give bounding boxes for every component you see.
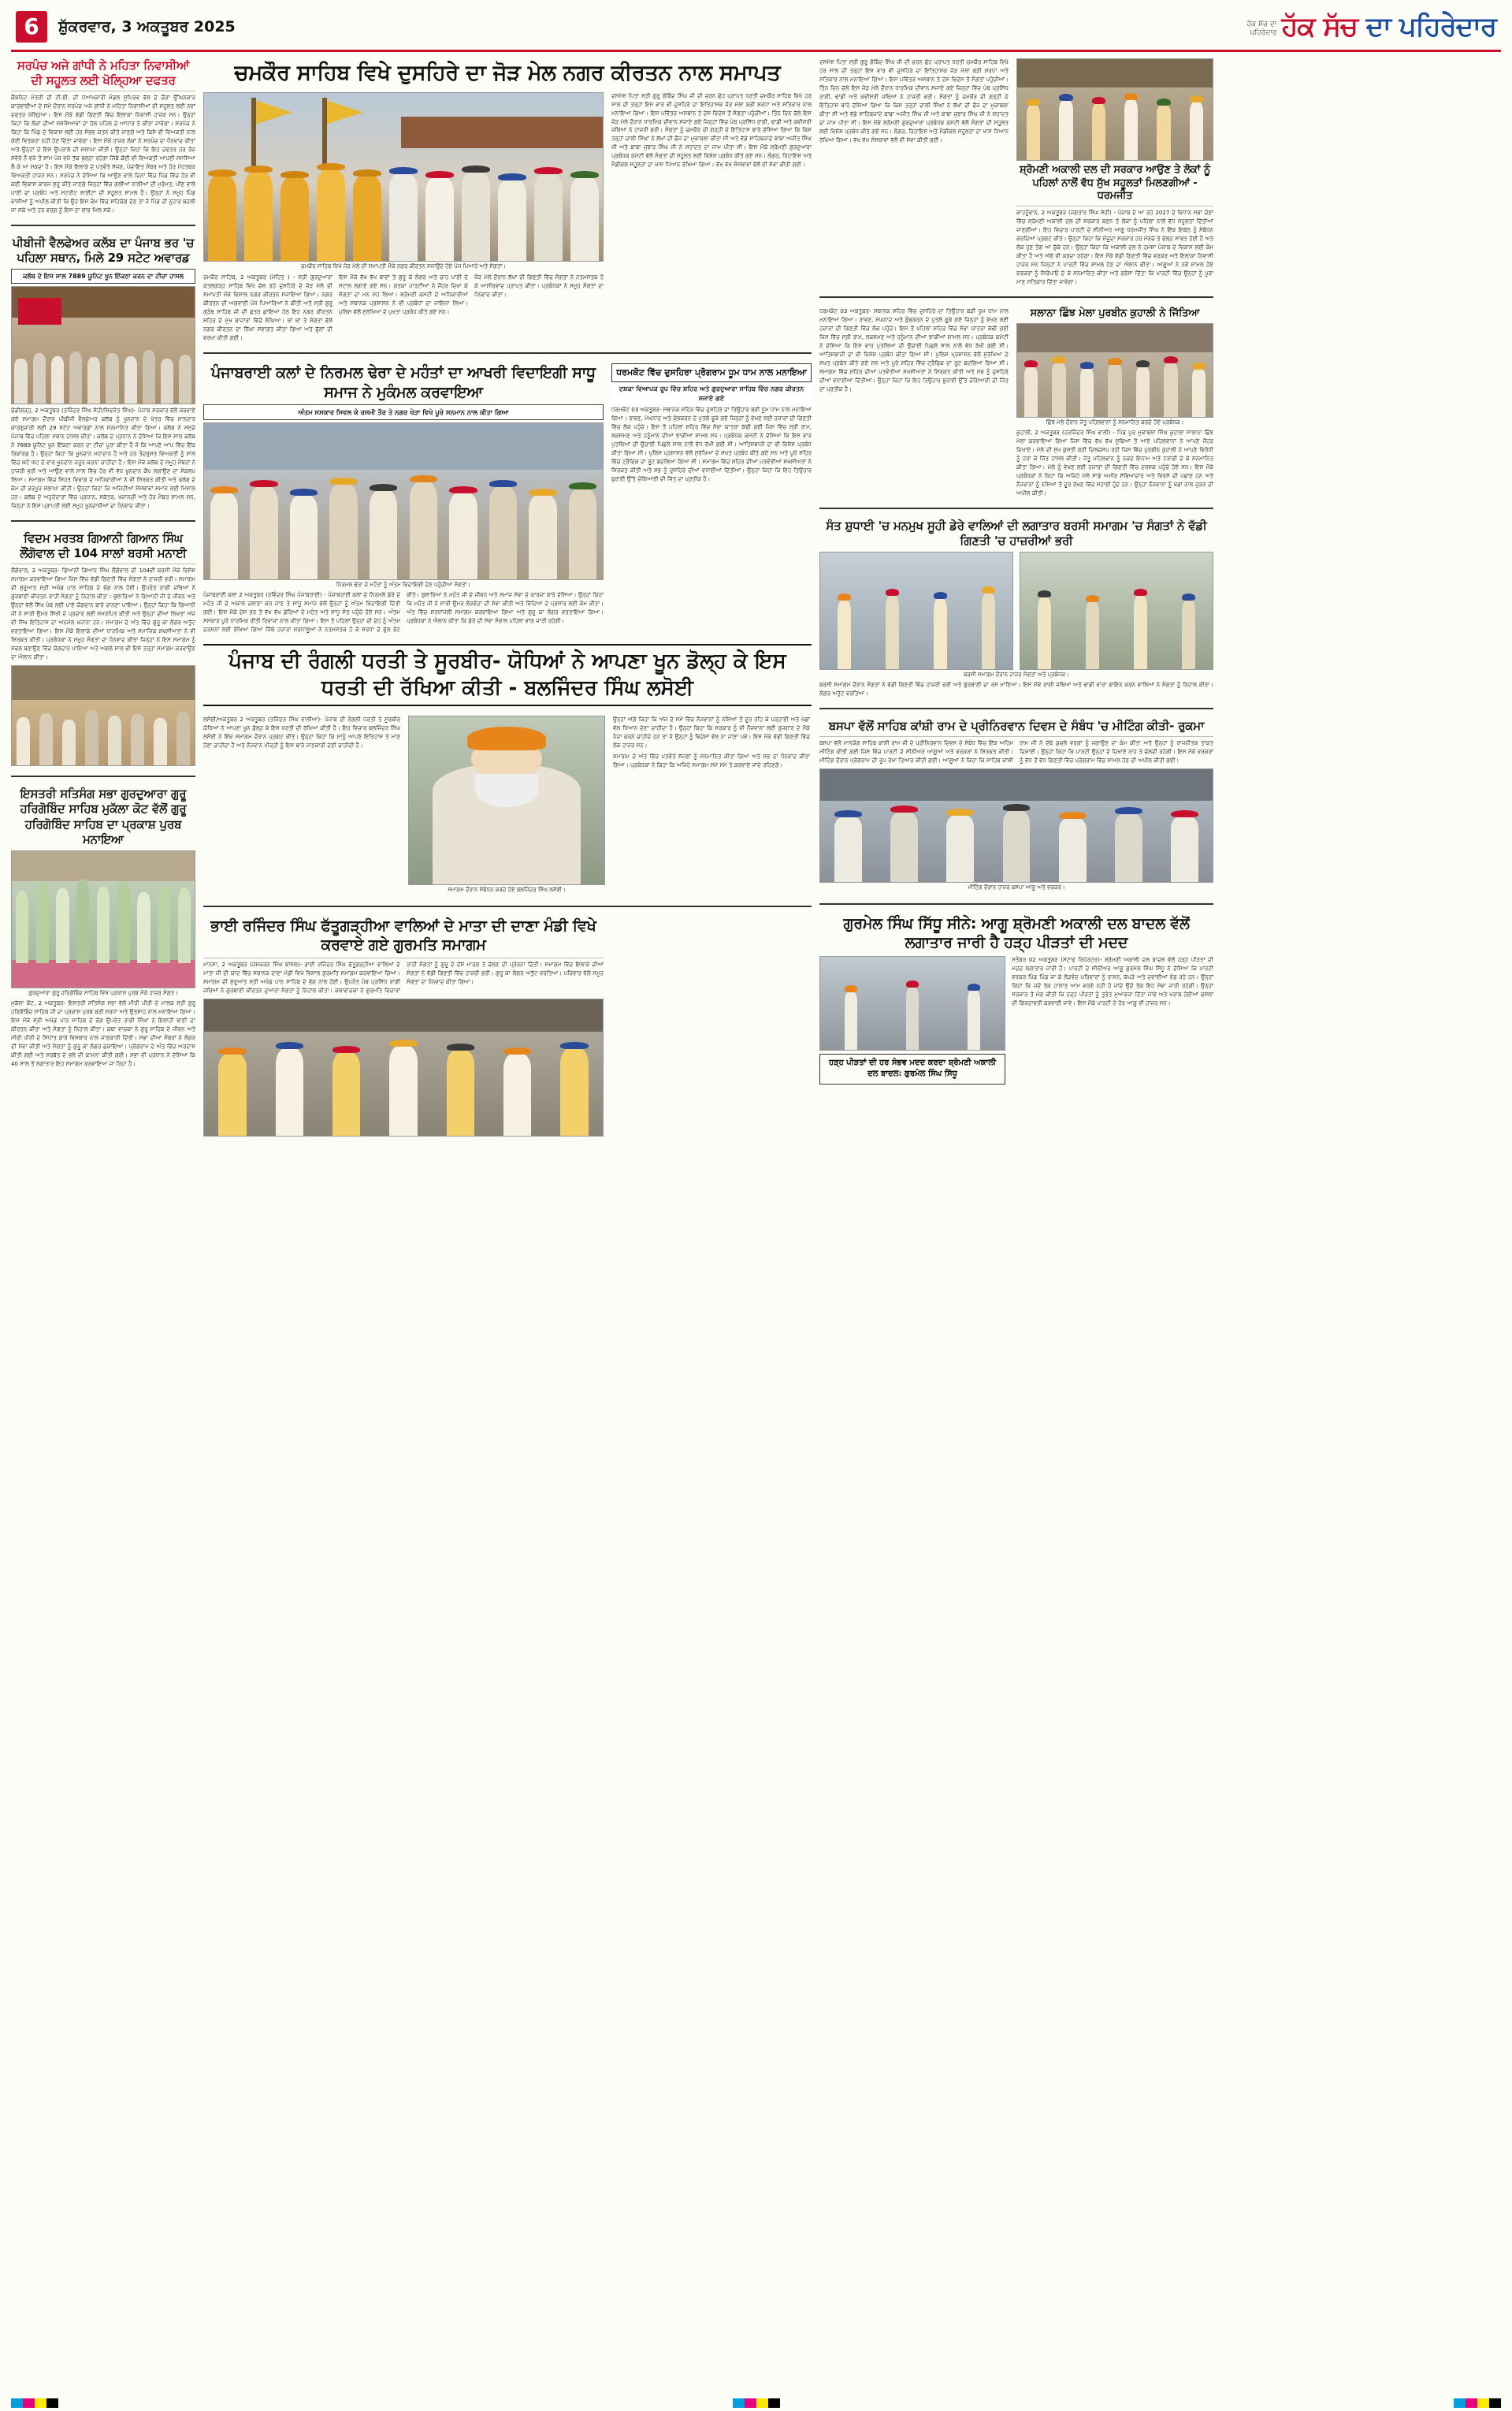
right-block: [819, 58, 1213, 1137]
article-15-headline: ਗੁਰਮੇਲ ਸਿੰਘ ਸਿੱਧੂ ਸੀਨੇ: ਆਗੂ ਸ਼੍ਰੋਮਣੀ ਅਕਾਲੀ ਦਲ ਬਾਦਲ ਵੱਲੋਂ ਲਗਾਤਾਰ ਜਾਰੀ ਹੈ ਹੜ੍ਹ ਪੀੜਤਾਂ ਦੀ ਮਦਦ: [843, 915, 1190, 952]
article-10-photo: [203, 422, 604, 580]
article-14-body: ਮਾਨਸਾ, 2 ਅਕਤੂਬਰ (ਜਸਕਰਨ ਸਿੰਘ ਬਾਂਸਲ)- ਭਾਈ ਰਜਿੰਦਰ ਸਿੰਘ ਫੱਤੂਗੜ੍ਹੀਆ ਵਾਲਿਆਂ ਦੇ ਮਾਤਾ ਜੀ ਦੀ ਯਾਦ ਵਿੱਚ ਸਥਾਨਕ ਦਾਣਾ ਮੰਡੀ ਵਿਖੇ ਵਿਸ਼ਾਲ ਗੁਰਮਤਿ ਸਮਾਗਮ ਕਰਵਾਇਆ ਗਿਆ। ਸਮਾਗਮ ਦੀ ਸ਼ੁਰੂਆਤ ਸ੍ਰੀ ਅਖੰਡ ਪਾਠ ਸਾਹਿਬ ਦੇ ਭੋਗ ਨਾਲ ਹੋਈ। ਉਪਰੰਤ ਪੰਥ ਪ੍ਰਸਿੱਧ ਰਾਗੀ ਜਥਿਆਂ ਨੇ ਗੁਰਬਾਣੀ ਕੀਰਤਨ ਦੁਆਰਾ ਸੰਗਤਾਂ ਨੂੰ ਨਿਹਾਲ ਕੀਤਾ। ਕਥਾਵਾਚਕਾਂ ਨੇ ਗੁਰਮਤਿ ਵਿਚਾਰਾਂ ਰਾਹੀਂ ਸੰਗਤਾਂ ਨੂੰ ਗੁਰੂ ਦੇ ਦੱਸੇ ਮਾਰਗ ਤੇ ਚੱਲਣ ਦੀ ਪ੍ਰੇਰਨਾ ਦਿੱਤੀ। ਸਮਾਗਮ ਵਿੱਚ ਇਲਾਕੇ ਦੀਆਂ ਸੰਗਤਾਂ ਨੇ ਵੱਡੀ ਗਿਣਤੀ ਵਿੱਚ ਹਾਜ਼ਰੀ ਭਰੀ। ਗੁਰੂ ਕਾ ਲੰਗਰ ਅਤੁੱਟ ਵਰਤਿਆ। ਪਰਿਵਾਰ ਵੱਲੋਂ ਸਮੂਹ ਸੰਗਤਾਂ ਦਾ ਧੰਨਵਾਦ ਕੀਤਾ ਗਿਆ।: [203, 960, 604, 994]
column-1: [11, 58, 195, 1137]
article-1: [11, 58, 195, 215]
masthead-logo: [1246, 11, 1496, 43]
article-10-headline: ਪੰਜਾਬਰਾਈ ਕਲਾਂ ਦੇ ਨਿਰਮਲ ਢੇਰਾ ਦੇ ਮਹੰਤਾਂ ਦਾ ਆਖਰੀ ਵਿਦਾਇਗੀ ਸਾਧੂ ਸਮਾਜ ਨੇ ਮੁਕੰਮਲ ਕਰਵਾਇਆ: [211, 364, 596, 401]
article-9: [1016, 307, 1213, 498]
article-12-col3-text: ਸਮਾਗਮ ਦੇ ਅੰਤ ਵਿੱਚ ਪਤਵੰਤੇ ਸੱਜਣਾਂ ਨੂੰ ਸਨਮਾਨਿਤ ਕੀਤਾ ਗਿਆ ਅਤੇ ਸਭ ਦਾ ਧੰਨਵਾਦ ਕੀਤਾ ਗਿਆ। ਪ੍ਰਬੰਧਕਾਂ ਨੇ ਕਿਹਾ ਕਿ ਅਜਿਹੇ ਸਮਾਗਮ ਸਮੇਂ ਸਮੇਂ ਤੇ ਕਰਵਾਏ ਜਾਂਦੇ ਰਹਿਣਗੇ।: [613, 753, 810, 769]
article-4-body: ਮੁਕੱਲਾ ਕੋਟ, 2 ਅਕਤੂਬਰ- ਇਸਤਰੀ ਸਤਿਸੰਗ ਸਭਾ ਵੱਲੋਂ ਮੀਰੀ ਪੀਰੀ ਦੇ ਮਾਲਕ ਸ੍ਰੀ ਗੁਰੂ ਹਰਿਗੋਬਿੰਦ ਸਾਹਿਬ ਜੀ ਦਾ ਪ੍ਰਕਾਸ਼ ਪੁਰਬ ਬੜੀ ਸ਼ਰਧਾ ਅਤੇ ਉਤਸ਼ਾਹ ਨਾਲ ਮਨਾਇਆ ਗਿਆ। ਇਸ ਮੌਕੇ ਸ੍ਰੀ ਅਖੰਡ ਪਾਠ ਸਾਹਿਬ ਦੇ ਭੋਗ ਉਪਰੰਤ ਰਾਗੀ ਸਿੰਘਾਂ ਨੇ ਇਲਾਹੀ ਬਾਣੀ ਦਾ ਕੀਰਤਨ ਕੀਤਾ ਅਤੇ ਸੰਗਤਾਂ ਨੂੰ ਨਿਹਾਲ ਕੀਤਾ। ਕਥਾ ਵਾਚਕਾਂ ਨੇ ਗੁਰੂ ਸਾਹਿਬ ਦੇ ਜੀਵਨ ਅਤੇ ਮੀਰੀ ਪੀਰੀ ਦੇ ਸਿਧਾਂਤ ਬਾਰੇ ਵਿਸਥਾਰ ਨਾਲ ਜਾਣਕਾਰੀ ਦਿੱਤੀ। ਸਭਾ ਦੀਆਂ ਮੈਂਬਰਾਂ ਨੇ ਲੰਗਰ ਦੀ ਸੇਵਾ ਕੀਤੀ ਅਤੇ ਸੰਗਤਾਂ ਨੂੰ ਗੁਰੂ ਕਾ ਲੰਗਰ ਛਕਾਇਆ। ਪ੍ਰੋਗਰਾਮ ਦੇ ਅੰਤ ਵਿੱਚ ਅਰਦਾਸ ਕੀਤੀ ਗਈ ਅਤੇ ਸਰਬੱਤ ਦੇ ਭਲੇ ਦੀ ਕਾਮਨਾ ਕੀਤੀ ਗਈ। ਸਭਾ ਦੀ ਪ੍ਰਧਾਨ ਨੇ ਦੱਸਿਆ ਕਿ 40 ਸਾਲ ਤੋਂ ਲਗਾਤਾਰ ਇਹ ਸਮਾਗਮ ਕਰਵਾਇਆ ਜਾ ਰਿਹਾ ਹੈ।: [11, 999, 195, 1067]
article-7-photo: [1016, 58, 1213, 161]
registration-color-bars: [11, 2398, 1501, 2408]
article-12-col2-text: ਉਨ੍ਹਾਂ ਅੱਗੇ ਕਿਹਾ ਕਿ ਅੱਜ ਦੇ ਸਮੇਂ ਵਿੱਚ ਨੌਜਵਾਨਾਂ ਨੂੰ ਨਸ਼ਿਆਂ ਤੋਂ ਦੂਰ ਰਹਿ ਕੇ ਪੜ੍ਹਾਈ ਅਤੇ ਖੇਡਾਂ ਵੱਲ ਧਿਆਨ ਦੇਣਾ ਚਾਹੀਦਾ ਹੈ। ਉਨ੍ਹਾਂ ਕਿਹਾ ਕਿ ਸਰਕਾਰ ਨੂੰ ਵੀ ਨੌਜਵਾਨਾਂ ਲਈ ਰੁਜ਼ਗਾਰ ਦੇ ਮੌਕੇ ਪੈਦਾ ਕਰਨੇ ਚਾਹੀਦੇ ਹਨ ਤਾਂ ਜੋ ਉਨ੍ਹਾਂ ਨੂੰ ਵਿਦੇਸ਼ਾਂ ਵੱਲ ਨਾ ਜਾਣਾ ਪਵੇ। ਇਸ ਮੌਕੇ ਵੱਡੀ ਗਿਣਤੀ ਵਿੱਚ ਲੋਕ ਹਾਜ਼ਰ ਸਨ।: [613, 716, 810, 750]
article-13-photo: [819, 768, 1213, 883]
article-4-photo: [11, 850, 195, 988]
article-2-photo: [11, 286, 195, 404]
article-14-photo: [203, 999, 604, 1137]
article-2: [11, 236, 195, 511]
article-5-col3: ਜੋੜ ਮੇਲੇ ਦੌਰਾਨ ਲੱਖਾਂ ਦੀ ਗਿਣਤੀ ਵਿੱਚ ਸੰਗਤਾਂ ਨੇ ਨਤਮਸਤਕ ਹੋ ਕੇ ਆਸ਼ੀਰਵਾਦ ਪ੍ਰਾਪਤ ਕੀਤਾ। ਪ੍ਰਬੰਧਕਾਂ ਨੇ ਸਮੂਹ ਸੰਗਤਾਂ ਦਾ ਧੰਨਵਾਦ ਕੀਤਾ।: [474, 273, 604, 299]
article-14: [203, 917, 604, 1137]
article-5-col2: ਇਸ ਮੌਕੇ ਵੱਖ ਵੱਖ ਥਾਵਾਂ ਤੇ ਗੁਰੂ ਕੇ ਲੰਗਰ ਅਤੇ ਚਾਹ ਪਾਣੀ ਦੇ ਸਟਾਲ ਲਗਾਏ ਗਏ ਸਨ। ਗਤਕਾ ਪਾਰਟੀਆਂ ਨੇ ਜੌਹਰ ਦਿਖਾ ਕੇ ਸੰਗਤਾਂ ਦਾ ਮਨ ਮੋਹ ਲਿਆ। ਸ਼੍ਰੋਮਣੀ ਕਮੇਟੀ ਦੇ ਅਧਿਕਾਰੀਆਂ ਅਤੇ ਸਥਾਨਕ ਪ੍ਰਸ਼ਾਸਨ ਨੇ ਵੀ ਪ੍ਰਬੰਧਾਂ ਦਾ ਜਾਇਜ਼ਾ ਲਿਆ। ਪੁਲਿਸ ਵੱਲੋਂ ਸੁਰੱਖਿਆ ਦੇ ਪੁਖਤਾ ਪ੍ਰਬੰਧ ਕੀਤੇ ਗਏ ਸਨ।: [339, 273, 468, 316]
article-9-body: ਕੁਹਾਲੀ, 2 ਅਕਤੂਬਰ (ਹਰਜਿੰਦਰ ਸਿੰਘ ਵਾਲੀ) - ਪਿੰਡ ਪੁਰ ਮੁਕਾਬਲਾ ਸਿੰਘ ਕੁਹਾਲਾ ਸਾਲਾਨਾ ਛਿੰਝ ਮੇਲਾ ਕਰਵਾਇਆ ਗਿਆ ਜਿਸ ਵਿੱਚ ਵੱਖ ਵੱਖ ਸੂਬਿਆਂ ਤੋਂ ਆਏ ਪਹਿਲਵਾਨਾਂ ਨੇ ਆਪਣੇ ਜੌਹਰ ਦਿਖਾਏ। ਮੇਲੇ ਦੀ ਮੁੱਖ ਕੁਸ਼ਤੀ ਬੜੀ ਦਿਲਚਸਪ ਰਹੀ ਜਿਸ ਵਿੱਚ ਪੁਰਬੀਨ ਕੁਹਾਲੀ ਨੇ ਆਪਣੇ ਵਿਰੋਧੀ ਨੂੰ ਹਰਾ ਕੇ ਜਿੱਤ ਹਾਸਲ ਕੀਤੀ। ਜੇਤੂ ਪਹਿਲਵਾਨ ਨੂੰ ਨਕਦ ਇਨਾਮ ਅਤੇ ਟਰਾਫੀ ਦੇ ਕੇ ਸਨਮਾਨਿਤ ਕੀਤਾ ਗਿਆ। ਮੇਲੇ ਨੂੰ ਵੇਖਣ ਲਈ ਹਜ਼ਾਰਾਂ ਦੀ ਗਿਣਤੀ ਵਿੱਚ ਦਰਸ਼ਕ ਪਹੁੰਚੇ ਹੋਏ ਸਨ। ਇਸ ਮੌਕੇ ਪ੍ਰਬੰਧਕਾਂ ਨੇ ਕਿਹਾ ਕਿ ਅਜਿਹੇ ਮੇਲੇ ਸਾਡੇ ਅਮੀਰ ਸੱਭਿਆਚਾਰ ਅਤੇ ਵਿਰਸੇ ਦੀ ਪਛਾਣ ਹਨ ਅਤੇ ਨੌਜਵਾਨਾਂ ਨੂੰ ਨਸ਼ਿਆਂ ਤੋਂ ਦੂਰ ਰੱਖਣ ਵਿੱਚ ਸਹਾਈ ਹੁੰਦੇ ਹਨ। ਉਨ੍ਹਾਂ ਨੌਜਵਾਨਾਂ ਨੂੰ ਖੇਡਾਂ ਨਾਲ ਜੁੜਨ ਦੀ ਅਪੀਲ ਕੀਤੀ।: [1016, 429, 1213, 497]
article-4: [11, 787, 195, 1068]
article-12-row: [203, 716, 812, 896]
article-11-headline: ਸੰਤ ਸ਼ੁਧਾਈ 'ਚ ਮਨਮੁਖ ਸੂਹੀ ਡੇਰੇ ਵਾਲਿਆਂ ਦੀ ਲਗਾਤਾਰ ਬਰਸੀ ਸਮਾਗਮ 'ਚ ਸੰਗਤਾਂ ਨੇ ਵੱਡੀ ਗਿਣਤੀ 'ਚ ਹਾਜ਼ਰੀਆਂ ਭਰੀ: [826, 519, 1207, 549]
article-6-side-text: ਦਸਮੇਸ਼ ਪਿਤਾ ਸ੍ਰੀ ਗੁਰੂ ਗੋਬਿੰਦ ਸਿੰਘ ਜੀ ਦੀ ਚਰਨ ਛੋਹ ਪ੍ਰਾਪਤ ਧਰਤੀ ਚਮਕੌਰ ਸਾਹਿਬ ਵਿਖੇ ਹਰ ਸਾਲ ਦੀ ਤਰ੍ਹਾਂ ਇਸ ਵਾਰ ਵੀ ਦੁਸਹਿਰੇ ਦਾ ਇਤਿਹਾਸਕ ਜੋੜ ਮੇਲਾ ਬੜੀ ਸ਼ਰਧਾ ਅਤੇ ਸਤਿਕਾਰ ਨਾਲ ਮਨਾਇਆ ਗਿਆ। ਇਸ ਪਵਿੱਤਰ ਅਸਥਾਨ ਤੇ ਦੇਸ਼ ਵਿਦੇਸ਼ ਤੋਂ ਸੰਗਤਾਂ ਪਹੁੰਚੀਆਂ। ਤਿੰਨ ਦਿਨ ਚੱਲੇ ਇਸ ਜੋੜ ਮੇਲੇ ਦੌਰਾਨ ਧਾਰਮਿਕ ਦੀਵਾਨ ਸਜਾਏ ਗਏ ਜਿਨ੍ਹਾਂ ਵਿੱਚ ਪੰਥ ਪ੍ਰਸਿੱਧ ਰਾਗੀ, ਢਾਡੀ ਅਤੇ ਕਵੀਸ਼ਰੀ ਜਥਿਆਂ ਨੇ ਹਾਜ਼ਰੀ ਭਰੀ। ਸੰਗਤਾਂ ਨੂੰ ਚਮਕੌਰ ਦੀ ਗੜ੍ਹੀ ਦੇ ਇਤਿਹਾਸ ਬਾਰੇ ਦੱਸਿਆ ਗਿਆ ਕਿ ਕਿਸ ਤਰ੍ਹਾਂ ਚਾਲੀ ਸਿੰਘਾਂ ਨੇ ਲੱਖਾਂ ਦੀ ਫੌਜ ਦਾ ਮੁਕਾਬਲਾ ਕੀਤਾ ਸੀ ਅਤੇ ਵੱਡੇ ਸਾਹਿਬਜ਼ਾਦੇ ਬਾਬਾ ਅਜੀਤ ਸਿੰਘ ਜੀ ਅਤੇ ਬਾਬਾ ਜੁਝਾਰ ਸਿੰਘ ਜੀ ਨੇ ਸ਼ਹਾਦਤ ਦਾ ਜਾਮ ਪੀਤਾ ਸੀ। ਇਸ ਮੌਕੇ ਸ਼੍ਰੋਮਣੀ ਗੁਰਦੁਆਰਾ ਪ੍ਰਬੰਧਕ ਕਮੇਟੀ ਵੱਲੋਂ ਸੰਗਤਾਂ ਦੀ ਸਹੂਲਤ ਲਈ ਵਿਸ਼ੇਸ਼ ਪ੍ਰਬੰਧ ਕੀਤੇ ਗਏ ਸਨ। ਲੰਗਰ, ਰਿਹਾਇਸ਼ ਅਤੇ ਮੈਡੀਕਲ ਸਹੂਲਤਾਂ ਦਾ ਖਾਸ ਧਿਆਨ ਰੱਖਿਆ ਗਿਆ। ਵੱਖ ਵੱਖ ਸੰਸਥਾਵਾਂ ਵੱਲੋਂ ਵੀ ਸੇਵਾ ਕੀਤੀ ਗਈ।: [819, 58, 1009, 143]
article-3-headline: ਵਿਦਮ ਮਰਤਬ ਗਿਆਨੀ ਗਿਆਨ ਸਿੰਘ ਲੌਂਗੋਵਾਲ ਦੀ 104 ਸਾਲਾਂ ਬਰਸੀ ਮਨਾਈ: [20, 530, 187, 561]
article-7: [1016, 58, 1213, 287]
article-12-photo: [408, 716, 605, 885]
logo-tagline: ਹੱਕ ਸੱਚ ਦਾ ਪਹਿਰੇਦਾਰ: [1246, 20, 1277, 37]
article-1-headline: ਸਰਪੰਚ ਅਜੇ ਗਾਂਧੀ ਨੇ ਮਹਿਤਾ ਨਿਵਾਸੀਆਂ ਦੀ ਸਹੂਲਤ ਲਈ ਖੋਲ੍ਹਿਆ ਦਫਤਰ: [17, 58, 190, 88]
publication-logo: [1281, 11, 1496, 43]
article-5-photo-wrap: [203, 92, 604, 344]
article-14-headline: ਭਾਈ ਰਜਿੰਦਰ ਸਿੰਘ ਫੱਤੂਗੜ੍ਹੀਆ ਵਾਲਿਆਂ ਦੇ ਮਾਤਾ ਦੀ ਦਾਣਾ ਮੰਡੀ ਵਿਖੇ ਕਰਵਾਏ ਗਏ ਗੁਰਮਤਿ ਸਮਾਗਮ: [210, 917, 596, 954]
color-bar-left: [11, 2398, 58, 2408]
article-13: [819, 719, 1213, 894]
article-3-body: ਲੌਂਗੋਵਾਲ, 2 ਅਕਤੂਬਰ- ਗਿਆਨੀ ਗਿਆਨ ਸਿੰਘ ਲੌਂਗੋਵਾਲ ਦੀ 104ਵੀਂ ਬਰਸੀ ਮੌਕੇ ਵਿਸ਼ੇਸ਼ ਸਮਾਗਮ ਕਰਵਾਇਆ ਗਿਆ ਜਿਸ ਵਿੱਚ ਵੱਡੀ ਗਿਣਤੀ ਵਿੱਚ ਸੰਗਤਾਂ ਨੇ ਹਾਜ਼ਰੀ ਭਰੀ। ਸਮਾਗਮ ਦੀ ਸ਼ੁਰੂਆਤ ਸ੍ਰੀ ਅਖੰਡ ਪਾਠ ਸਾਹਿਬ ਦੇ ਭੋਗ ਨਾਲ ਹੋਈ। ਉਪਰੰਤ ਰਾਗੀ ਜਥਿਆਂ ਨੇ ਗੁਰਬਾਣੀ ਕੀਰਤਨ ਰਾਹੀਂ ਸੰਗਤਾਂ ਨੂੰ ਨਿਹਾਲ ਕੀਤਾ। ਬੁਲਾਰਿਆਂ ਨੇ ਗਿਆਨੀ ਜੀ ਦੇ ਜੀਵਨ ਅਤੇ ਉਨ੍ਹਾਂ ਵੱਲੋਂ ਸਿੱਖ ਪੰਥ ਲਈ ਪਾਏ ਯੋਗਦਾਨ ਬਾਰੇ ਚਾਨਣਾ ਪਾਇਆ। ਉਨ੍ਹਾਂ ਕਿਹਾ ਕਿ ਗਿਆਨੀ ਜੀ ਨੇ ਸਾਰੀ ਉਮਰ ਸਿੱਖੀ ਦੇ ਪ੍ਰਚਾਰ ਲਈ ਸਮਰਪਿਤ ਕੀਤੀ ਅਤੇ ਉਨ੍ਹਾਂ ਦੀਆਂ ਲਿਖਤਾਂ ਅੱਜ ਵੀ ਸਿੱਖ ਇਤਿਹਾਸ ਦਾ ਅਨਮੋਲ ਖਜ਼ਾਨਾ ਹਨ। ਸਮਾਗਮ ਦੇ ਅੰਤ ਵਿੱਚ ਗੁਰੂ ਕਾ ਲੰਗਰ ਅਤੁੱਟ ਵਰਤਾਇਆ ਗਿਆ। ਇਸ ਮੌਕੇ ਇਲਾਕੇ ਦੀਆਂ ਧਾਰਮਿਕ ਅਤੇ ਸਮਾਜਿਕ ਸ਼ਖਸੀਅਤਾਂ ਨੇ ਵੀ ਸ਼ਿਰਕਤ ਕੀਤੀ। ਪ੍ਰਬੰਧਕਾਂ ਨੇ ਸਮੂਹ ਸੰਗਤਾਂ ਦਾ ਧੰਨਵਾਦ ਕੀਤਾ ਜਿਨ੍ਹਾਂ ਨੇ ਇਸ ਸਮਾਗਮ ਨੂੰ ਸਫਲ ਬਣਾਉਣ ਵਿੱਚ ਯੋਗਦਾਨ ਪਾਇਆ ਅਤੇ ਅਗਲੇ ਸਾਲ ਵੀ ਇਸੇ ਤਰ੍ਹਾਂ ਸਮਾਗਮ ਕਰਵਾਉਣ ਦਾ ਐਲਾਨ ਕੀਤਾ।: [11, 567, 195, 661]
article-11-photo-a: [819, 552, 1013, 670]
article-11-photo-b: [1020, 552, 1213, 670]
article-12-headline: ਪੰਜਾਬ ਦੀ ਰੰਗਲੀ ਧਰਤੀ ਤੇ ਸੂਰਬੀਰ- ਯੋਧਿਆਂ ਨੇ ਆਪਣਾ ਖੂਨ ਡੋਲ੍ਹ ਕੇ ਇਸ ਧਰਤੀ ਦੀ ਰੱਖਿਆ ਕੀਤੀ - ਬਲਜਿੰਦਰ ਸਿੰਘ ਲਸੋਈ: [228, 649, 786, 700]
article-12-col3: [613, 716, 810, 896]
article-12-caption: ਸਮਾਗਮ ਦੌਰਾਨ ਸੰਬੋਧਨ ਕਰਦੇ ਹੋਏ ਬਲਜਿੰਦਰ ਸਿੰਘ ਲਸੋਈ।: [448, 887, 566, 894]
article-12: [203, 644, 812, 707]
logo-part-two: ਦਾ ਪਹਿਰੇਦਾਰ: [1365, 10, 1496, 43]
article-5-col1: ਚਮਕੌਰ ਸਾਹਿਬ, 2 ਅਕਤੂਬਰ (ਮੋਹਿਤ ) - ਸ੍ਰੀ ਗੁਰਦੁਆਰਾ ਕਤਲਗੜ੍ਹ ਸਾਹਿਬ ਵਿਖੇ ਚੱਲ ਰਹੇ ਦੁਸਹਿਰੇ ਦੇ ਜੋੜ ਮੇਲੇ ਦੀ ਸਮਾਪਤੀ ਮੌਕੇ ਵਿਸ਼ਾਲ ਨਗਰ ਕੀਰਤਨ ਸਜਾਇਆ ਗਿਆ। ਨਗਰ ਕੀਰਤਨ ਦੀ ਅਗਵਾਈ ਪੰਜ ਪਿਆਰਿਆਂ ਨੇ ਕੀਤੀ ਅਤੇ ਸ੍ਰੀ ਗੁਰੂ ਗ੍ਰੰਥ ਸਾਹਿਬ ਜੀ ਦੀ ਛਤਰ ਛਾਇਆ ਹੇਠ ਇਹ ਨਗਰ ਕੀਰਤਨ ਸ਼ਹਿਰ ਦੇ ਮੁੱਖ ਬਾਜ਼ਾਰਾਂ ਵਿੱਚੋਂ ਲੰਘਿਆ। ਥਾਂ ਥਾਂ ਤੇ ਸੰਗਤਾਂ ਵੱਲੋਂ ਨਗਰ ਕੀਰਤਨ ਦਾ ਨਿੱਘਾ ਸਵਾਗਤ ਕੀਤਾ ਗਿਆ ਅਤੇ ਫੁੱਲਾਂ ਦੀ ਵਰਖਾ ਕੀਤੀ ਗਈ।: [203, 273, 332, 342]
color-bar-center: [733, 2398, 780, 2408]
article-5-headline: ਚਮਕੌਰ ਸਾਹਿਬ ਵਿਖੇ ਦੁਸਹਿਰੇ ਦਾ ਜੋੜ ਮੇਲ ਨਗਰ ਕੀਰਤਨ ਨਾਲ ਸਮਾਪਤ: [234, 61, 781, 85]
article-5: [203, 58, 812, 343]
article-7-headline: ਸ਼੍ਰੋਮਣੀ ਅਕਾਲੀ ਦਲ ਦੀ ਸਰਕਾਰ ਆਉਣ ਤੇ ਲੋਕਾਂ ਨੂੰ ਪਹਿਲਾਂ ਨਾਲੋਂ ਵੱਧ ਸੁੱਖ ਸਹੂਲਤਾਂ ਮਿਲਣਗੀਆਂ - ਧਰਮਜੀਤ: [1020, 164, 1210, 203]
article-13-body: ਬਸਪਾ ਵੱਲੋਂ ਮਾਨਯੋਗ ਸਾਹਿਬ ਕਾਂਸ਼ੀ ਰਾਮ ਜੀ ਦੇ ਪ੍ਰੀਨਿਰਵਾਨ ਦਿਵਸ ਦੇ ਸੰਬੰਧ ਵਿੱਚ ਇੱਕ ਅਹਿਮ ਮੀਟਿੰਗ ਕੀਤੀ ਗਈ ਜਿਸ ਵਿੱਚ ਪਾਰਟੀ ਦੇ ਸੀਨੀਅਰ ਆਗੂਆਂ ਅਤੇ ਵਰਕਰਾਂ ਨੇ ਸ਼ਿਰਕਤ ਕੀਤੀ। ਮੀਟਿੰਗ ਦੌਰਾਨ ਪ੍ਰੋਗਰਾਮ ਦੀ ਰੂਪ ਰੇਖਾ ਤਿਆਰ ਕੀਤੀ ਗਈ। ਆਗੂਆਂ ਨੇ ਕਿਹਾ ਕਿ ਸਾਹਿਬ ਕਾਂਸ਼ੀ ਰਾਮ ਜੀ ਨੇ ਦੱਬੇ ਕੁਚਲੇ ਵਰਗਾਂ ਨੂੰ ਜਗਾਉਣ ਦਾ ਕੰਮ ਕੀਤਾ ਅਤੇ ਉਨ੍ਹਾਂ ਨੂੰ ਰਾਜਨੀਤਕ ਤਾਕਤ ਦਿਵਾਈ। ਉਨ੍ਹਾਂ ਕਿਹਾ ਕਿ ਪਾਰਟੀ ਉਨ੍ਹਾਂ ਦੇ ਦਿਖਾਏ ਰਾਹ ਤੇ ਚੱਲਦੀ ਰਹੇਗੀ। ਇਸ ਮੌਕੇ ਵਰਕਰਾਂ ਨੂੰ ਵੱਧ ਤੋਂ ਵੱਧ ਗਿਣਤੀ ਵਿੱਚ ਪ੍ਰੋਗਰਾਮ ਵਿੱਚ ਸ਼ਾਮਲ ਹੋਣ ਦੀ ਅਪੀਲ ਕੀਤੀ ਗਈ।: [819, 739, 1213, 765]
article-8-body: ਧਰਮਕੋਟ 03 ਅਕਤੂਬਰ- ਸਥਾਨਕ ਸ਼ਹਿਰ ਵਿੱਚ ਦੁਸਹਿਰੇ ਦਾ ਤਿਉਹਾਰ ਬੜੀ ਧੂਮ ਧਾਮ ਨਾਲ ਮਨਾਇਆ ਗਿਆ। ਰਾਵਣ, ਮੇਘਨਾਦ ਅਤੇ ਕੁੰਭਕਰਨ ਦੇ ਪੁਤਲੇ ਫੂਕੇ ਗਏ ਜਿਨ੍ਹਾਂ ਨੂੰ ਵੇਖਣ ਲਈ ਹਜ਼ਾਰਾਂ ਦੀ ਗਿਣਤੀ ਵਿੱਚ ਲੋਕ ਪਹੁੰਚੇ। ਇਸ ਤੋਂ ਪਹਿਲਾਂ ਸ਼ਹਿਰ ਵਿੱਚ ਸ਼ੋਭਾ ਯਾਤਰਾ ਕੱਢੀ ਗਈ ਜਿਸ ਵਿੱਚ ਸ੍ਰੀ ਰਾਮ, ਲਕਸ਼ਮਣ ਅਤੇ ਹਨੂੰਮਾਨ ਦੀਆਂ ਝਾਕੀਆਂ ਸ਼ਾਮਲ ਸਨ। ਪ੍ਰਬੰਧਕ ਕਮੇਟੀ ਨੇ ਦੱਸਿਆ ਕਿ ਇਸ ਵਾਰ ਪੁਤਲਿਆਂ ਦੀ ਉਚਾਈ ਪਿਛਲੇ ਸਾਲ ਨਾਲੋਂ ਵੱਧ ਰੱਖੀ ਗਈ ਸੀ। ਆਤਿਸ਼ਬਾਜ਼ੀ ਦਾ ਵੀ ਵਿਸ਼ੇਸ਼ ਪ੍ਰਬੰਧ ਕੀਤਾ ਗਿਆ ਸੀ। ਪੁਲਿਸ ਪ੍ਰਸ਼ਾਸਨ ਵੱਲੋਂ ਸੁਰੱਖਿਆ ਦੇ ਸਖਤ ਪ੍ਰਬੰਧ ਕੀਤੇ ਗਏ ਸਨ ਅਤੇ ਪੂਰੇ ਸ਼ਹਿਰ ਵਿੱਚ ਟ੍ਰੈਫਿਕ ਦਾ ਰੂਟ ਬਦਲਿਆ ਗਿਆ ਸੀ। ਸਮਾਗਮ ਵਿੱਚ ਸ਼ਹਿਰ ਦੀਆਂ ਪਤਵੰਤੀਆਂ ਸ਼ਖਸੀਅਤਾਂ ਨੇ ਸ਼ਿਰਕਤ ਕੀਤੀ ਅਤੇ ਸਭ ਨੂੰ ਦੁਸਹਿਰੇ ਦੀਆਂ ਵਧਾਈਆਂ ਦਿੱਤੀਆਂ। ਉਨ੍ਹਾਂ ਕਿਹਾ ਕਿ ਇਹ ਤਿਉਹਾਰ ਬੁਰਾਈ ਉੱਤੇ ਚੰਗਿਆਈ ਦੀ ਜਿੱਤ ਦਾ ਪ੍ਰਤੀਕ ਹੈ।: [611, 405, 812, 482]
article-3: [11, 531, 195, 766]
mid-row: [203, 363, 812, 634]
article-4-caption: ਗੁਰਦੁਆਰਾ ਗੁਰੂ ਹਰਿਗੋਬਿੰਦ ਸਾਹਿਬ ਵਿਖੇ ਪ੍ਰਕਾਸ਼ ਪੁਰਬ ਮੌਕੇ ਹਾਜ਼ਰ ਸੰਗਤ।: [28, 989, 178, 996]
page-grid: [11, 58, 1501, 1137]
article-8-full: [819, 307, 1009, 498]
article-8-headline: ਧਰਮਕੋਟ ਵਿੱਚ ਦੁਸਹਿਰਾ ਪ੍ਰੋਗਰਾਮ ਧੂਮ ਧਾਮ ਨਾਲ ਮਨਾਇਆ: [611, 363, 812, 382]
article-15-caption: ਹੜ੍ਹ ਪੀੜਤਾਂ ਦੀ ਹਰ ਸੰਭਵ ਮਦਦ ਕਰਦਾ ਸ਼੍ਰੋਮਣੀ ਅਕਾਲੀ ਦਲ ਬਾਦਲ: ਗੁਰਮੇਲ ਸਿੰਘ ਸਿੱਧੂ: [819, 1054, 1005, 1085]
lead-story-block: [203, 58, 812, 1137]
article-10-body: ਪੰਜਾਬਰਾਈ ਕਲਾਂ 2 ਅਕਤੂਬਰ (ਰਵਿੰਦਰ ਸਿੰਘ ਪੰਜਾਬਰਾਈ) - ਪੰਜਾਬਰਾਈ ਕਲਾਂ ਦੇ ਨਿਰਮਲੇ ਡੇਰੇ ਦੇ ਮਹੰਤ ਜੀ ਦੇ ਅਕਾਲ ਚਲਾਣਾ ਕਰ ਜਾਣ ਤੇ ਸਾਧੂ ਸਮਾਜ ਵੱਲੋਂ ਉਨ੍ਹਾਂ ਨੂੰ ਅੰਤਮ ਵਿਦਾਇਗੀ ਦਿੱਤੀ ਗਈ। ਇਸ ਮੌਕੇ ਦੇਸ਼ ਭਰ ਤੋਂ ਵੱਖ ਵੱਖ ਡੇਰਿਆਂ ਦੇ ਮਹੰਤ ਅਤੇ ਸਾਧੂ ਸੰਤ ਪਹੁੰਚੇ ਹੋਏ ਸਨ। ਅੰਤਮ ਸਸਕਾਰ ਪੂਰੇ ਧਾਰਮਿਕ ਰੀਤੀ ਰਿਵਾਜਾਂ ਨਾਲ ਕੀਤਾ ਗਿਆ। ਇਸ ਤੋਂ ਪਹਿਲਾਂ ਉਨ੍ਹਾਂ ਦੀ ਦੇਹ ਨੂੰ ਅੰਤਮ ਦਰਸ਼ਨਾਂ ਲਈ ਰੱਖਿਆ ਗਿਆ ਜਿੱਥੇ ਹਜ਼ਾਰਾਂ ਸ਼ਰਧਾਲੂਆਂ ਨੇ ਨਤਮਸਤਕ ਹੋ ਕੇ ਸ਼ਰਧਾ ਦੇ ਫੁੱਲ ਭੇਟ ਕੀਤੇ। ਬੁਲਾਰਿਆਂ ਨੇ ਮਹੰਤ ਜੀ ਦੇ ਜੀਵਨ ਅਤੇ ਸਮਾਜ ਸੇਵਾ ਦੇ ਕਾਰਜਾਂ ਬਾਰੇ ਦੱਸਿਆ। ਉਨ੍ਹਾਂ ਕਿਹਾ ਕਿ ਮਹੰਤ ਜੀ ਨੇ ਸਾਰੀ ਉਮਰ ਲੋੜਵੰਦਾਂ ਦੀ ਸੇਵਾ ਕੀਤੀ ਅਤੇ ਵਿੱਦਿਆ ਦੇ ਪ੍ਰਸਾਰ ਲਈ ਕੰਮ ਕੀਤਾ। ਅੰਤ ਵਿੱਚ ਸ਼ਰਧਾਂਜਲੀ ਸਮਾਗਮ ਕਰਵਾਇਆ ਗਿਆ ਅਤੇ ਗੁਰੂ ਕਾ ਲੰਗਰ ਵਰਤਾਇਆ ਗਿਆ। ਪ੍ਰਬੰਧਕਾਂ ਨੇ ਐਲਾਨ ਕੀਤਾ ਕਿ ਡੇਰੇ ਦੀ ਸੇਵਾ ਸੰਭਾਲ ਪਹਿਲਾਂ ਵਾਂਗ ਜਾਰੀ ਰਹੇਗੀ।: [203, 590, 604, 633]
article-3-photo: [11, 665, 195, 766]
article-15: [819, 914, 1213, 1085]
right-top-row: [819, 58, 1213, 287]
article-11-caption: ਬਰਸੀ ਸਮਾਗਮ ਦੌਰਾਨ ਹਾਜ਼ਰ ਸੰਗਤਾਂ ਅਤੇ ਪ੍ਰਬੰਧਕ।: [964, 672, 1069, 679]
page-number: 6: [16, 11, 47, 43]
article-10-caption: ਨਿਰਮਲ ਢੇਰਾ ਦੇ ਮਹੰਤਾਂ ਨੂੰ ਅੰਤਮ ਵਿਦਾਇਗੀ ਦੇਣ ਪਹੁੰਚੀਆਂ ਸੰਗਤਾਂ।: [336, 582, 471, 589]
article-2-headline: ਪੀਬੀਜੀ ਵੈਲਫੇਅਰ ਕਲੱਬ ਦਾ ਪੰਜਾਬ ਭਰ 'ਚ ਪਹਿਲਾ ਸਥਾਨ, ਮਿਲੇ 29 ਸਟੇਟ ਅਵਾਰਡ: [12, 236, 195, 266]
article-13-caption: ਮੀਟਿੰਗ ਦੌਰਾਨ ਹਾਜ਼ਰ ਬਸਪਾ ਆਗੂ ਅਤੇ ਵਰਕਰ।: [968, 884, 1065, 891]
article-10-subhead: ਅੰਤਮ ਸਸਕਾਰ ਸਿਵਲ ਕੇ ਰਸਮੀ ਤੌਰ ਤੇ ਨਗਰ ਖੇੜਾ ਵਿਖੇ ਪੂਰੇ ਸਨਮਾਨ ਨਾਲ ਕੀਤਾ ਗਿਆ: [203, 404, 604, 420]
article-2-subhead: ਕਲੱਬ ਦੇ ਇਸ ਸਾਲ 7889 ਯੂਨਿਟ ਖੂਨ ਇੱਕਠਾ ਕਰਨ ਦਾ ਟੀਚਾ ਹਾਸਲ: [11, 269, 195, 285]
article-9-caption: ਛਿੰਝ ਮੇਲੇ ਦੌਰਾਨ ਜੇਤੂ ਪਹਿਲਵਾਨਾਂ ਨੂੰ ਸਨਮਾਨਿਤ ਕਰਦੇ ਹੋਏ ਪ੍ਰਬੰਧਕ।: [1046, 419, 1184, 426]
article-8: [611, 363, 812, 634]
article-2-body: ਚੰਡੀਗੜ੍ਹ, 2 ਅਕਤੂਬਰ (ਤਜਿੰਦਰ ਸਿੰਘ ਸੋਹੀ/ਸ਼ਿਵਜੋਤ ਸਿੰਘ)- ਪੰਜਾਬ ਸਰਕਾਰ ਵੱਲੋਂ ਕਰਵਾਏ ਗਏ ਸਮਾਗਮ ਦੌਰਾਨ ਪੀਬੀਜੀ ਵੈਲਫੇਅਰ ਕਲੱਬ ਨੂੰ ਖੂਨਦਾਨ ਦੇ ਖੇਤਰ ਵਿੱਚ ਸ਼ਾਨਦਾਰ ਕਾਰਗੁਜ਼ਾਰੀ ਲਈ 29 ਸਟੇਟ ਅਵਾਰਡਾਂ ਨਾਲ ਸਨਮਾਨਿਤ ਕੀਤਾ ਗਿਆ। ਕਲੱਬ ਨੇ ਸਮੁੱਚੇ ਪੰਜਾਬ ਵਿੱਚ ਪਹਿਲਾ ਸਥਾਨ ਹਾਸਲ ਕੀਤਾ। ਕਲੱਬ ਦੇ ਪ੍ਰਧਾਨ ਨੇ ਦੱਸਿਆ ਕਿ ਇਸ ਸਾਲ ਕਲੱਬ ਨੇ 7889 ਯੂਨਿਟ ਖੂਨ ਇੱਕਠਾ ਕਰਨ ਦਾ ਟੀਚਾ ਪੂਰਾ ਕੀਤਾ ਹੈ ਜੋ ਕਿ ਆਪਣੇ ਆਪ ਵਿੱਚ ਇੱਕ ਰਿਕਾਰਡ ਹੈ। ਉਨ੍ਹਾਂ ਕਿਹਾ ਕਿ ਖੂਨਦਾਨ ਮਹਾਦਾਨ ਹੈ ਅਤੇ ਹਰ ਤੰਦਰੁਸਤ ਵਿਅਕਤੀ ਨੂੰ ਸਾਲ ਵਿੱਚ ਘੱਟੋ ਘੱਟ ਦੋ ਵਾਰ ਖੂਨਦਾਨ ਜ਼ਰੂਰ ਕਰਨਾ ਚਾਹੀਦਾ ਹੈ। ਇਸ ਮੌਕੇ ਕਲੱਬ ਦੇ ਸਮੂਹ ਮੈਂਬਰਾਂ ਨੇ ਹਾਜ਼ਰੀ ਭਰੀ ਅਤੇ ਆਉਣ ਵਾਲੇ ਸਾਲ ਵਿੱਚ ਹੋਰ ਵੀ ਵੱਧ ਖੂਨਦਾਨ ਕੈਂਪ ਲਗਾਉਣ ਦਾ ਸੰਕਲਪ ਲਿਆ। ਸਮਾਗਮ ਵਿੱਚ ਸਿਹਤ ਵਿਭਾਗ ਦੇ ਅਧਿਕਾਰੀਆਂ ਨੇ ਵੀ ਸ਼ਿਰਕਤ ਕੀਤੀ ਅਤੇ ਕਲੱਬ ਦੇ ਕੰਮ ਦੀ ਭਰਪੂਰ ਸ਼ਲਾਘਾ ਕੀਤੀ। ਉਨ੍ਹਾਂ ਕਿਹਾ ਕਿ ਅਜਿਹੀਆਂ ਸੰਸਥਾਵਾਂ ਸਮਾਜ ਲਈ ਮਿਸਾਲ ਹਨ। ਕਲੱਬ ਦੇ ਅਹੁਦੇਦਾਰਾਂ ਵਿੱਚ ਪ੍ਰਧਾਨ, ਸਕੱਤਰ, ਖਜ਼ਾਨਚੀ ਅਤੇ ਹੋਰ ਮੈਂਬਰ ਸ਼ਾਮਲ ਸਨ, ਜਿਨ੍ਹਾਂ ਨੇ ਇਸ ਪ੍ਰਾਪਤੀ ਲਈ ਸਮੂਹ ਖੂਨਦਾਨੀਆਂ ਦਾ ਧੰਨਵਾਦ ਕੀਤਾ।: [11, 407, 195, 509]
article-15-photo: [819, 956, 1005, 1051]
article-5-photo: [203, 92, 604, 262]
article-11: [819, 519, 1213, 698]
publication-date: ਸ਼ੁੱਕਰਵਾਰ, 3 ਅਕਤੂਬਰ 2025: [58, 17, 236, 35]
article-6-body: ਦਸਮੇਸ਼ ਪਿਤਾ ਸ੍ਰੀ ਗੁਰੂ ਗੋਬਿੰਦ ਸਿੰਘ ਜੀ ਦੀ ਚਰਨ ਛੋਹ ਪ੍ਰਾਪਤ ਧਰਤੀ ਚਮਕੌਰ ਸਾਹਿਬ ਵਿਖੇ ਹਰ ਸਾਲ ਦੀ ਤਰ੍ਹਾਂ ਇਸ ਵਾਰ ਵੀ ਦੁਸਹਿਰੇ ਦਾ ਇਤਿਹਾਸਕ ਜੋੜ ਮੇਲਾ ਬੜੀ ਸ਼ਰਧਾ ਅਤੇ ਸਤਿਕਾਰ ਨਾਲ ਮਨਾਇਆ ਗਿਆ। ਇਸ ਪਵਿੱਤਰ ਅਸਥਾਨ ਤੇ ਦੇਸ਼ ਵਿਦੇਸ਼ ਤੋਂ ਸੰਗਤਾਂ ਪਹੁੰਚੀਆਂ। ਤਿੰਨ ਦਿਨ ਚੱਲੇ ਇਸ ਜੋੜ ਮੇਲੇ ਦੌਰਾਨ ਧਾਰਮਿਕ ਦੀਵਾਨ ਸਜਾਏ ਗਏ ਜਿਨ੍ਹਾਂ ਵਿੱਚ ਪੰਥ ਪ੍ਰਸਿੱਧ ਰਾਗੀ, ਢਾਡੀ ਅਤੇ ਕਵੀਸ਼ਰੀ ਜਥਿਆਂ ਨੇ ਹਾਜ਼ਰੀ ਭਰੀ। ਸੰਗਤਾਂ ਨੂੰ ਚਮਕੌਰ ਦੀ ਗੜ੍ਹੀ ਦੇ ਇਤਿਹਾਸ ਬਾਰੇ ਦੱਸਿਆ ਗਿਆ ਕਿ ਕਿਸ ਤਰ੍ਹਾਂ ਚਾਲੀ ਸਿੰਘਾਂ ਨੇ ਲੱਖਾਂ ਦੀ ਫੌਜ ਦਾ ਮੁਕਾਬਲਾ ਕੀਤਾ ਸੀ ਅਤੇ ਵੱਡੇ ਸਾਹਿਬਜ਼ਾਦੇ ਬਾਬਾ ਅਜੀਤ ਸਿੰਘ ਜੀ ਅਤੇ ਬਾਬਾ ਜੁਝਾਰ ਸਿੰਘ ਜੀ ਨੇ ਸ਼ਹਾਦਤ ਦਾ ਜਾਮ ਪੀਤਾ ਸੀ। ਇਸ ਮੌਕੇ ਸ਼੍ਰੋਮਣੀ ਗੁਰਦੁਆਰਾ ਪ੍ਰਬੰਧਕ ਕਮੇਟੀ ਵੱਲੋਂ ਸੰਗਤਾਂ ਦੀ ਸਹੂਲਤ ਲਈ ਵਿਸ਼ੇਸ਼ ਪ੍ਰਬੰਧ ਕੀਤੇ ਗਏ ਸਨ। ਲੰਗਰ, ਰਿਹਾਇਸ਼ ਅਤੇ ਮੈਡੀਕਲ ਸਹੂਲਤਾਂ ਦਾ ਖਾਸ ਧਿਆਨ ਰੱਖਿਆ ਗਿਆ। ਵੱਖ ਵੱਖ ਸੰਸਥਾਵਾਂ ਵੱਲੋਂ ਵੀ ਸੇਵਾ ਕੀਤੀ ਗਈ।: [611, 91, 812, 169]
article-12-col1-text: ਲਸੋਈ/ਅਕਤੂਬਰ 2 ਅਕਤੂਬਰ (ਤਜਿੰਦਰ ਸਿੰਘ ਵਾਲੀਆ)- ਪੰਜਾਬ ਦੀ ਰੰਗਲੀ ਧਰਤੀ ਤੇ ਸੂਰਬੀਰ ਯੋਧਿਆਂ ਨੇ ਆਪਣਾ ਖੂਨ ਡੋਲ੍ਹ ਕੇ ਇਸ ਧਰਤੀ ਦੀ ਰੱਖਿਆ ਕੀਤੀ ਹੈ। ਇਹ ਵਿਚਾਰ ਬਲਜਿੰਦਰ ਸਿੰਘ ਲਸੋਈ ਨੇ ਇੱਕ ਸਮਾਗਮ ਦੌਰਾਨ ਪ੍ਰਗਟ ਕੀਤੇ। ਉਨ੍ਹਾਂ ਕਿਹਾ ਕਿ ਸਾਨੂੰ ਆਪਣੇ ਇਤਿਹਾਸ ਤੇ ਮਾਣ ਹੋਣਾ ਚਾਹੀਦਾ ਹੈ ਅਤੇ ਨੌਜਵਾਨ ਪੀੜ੍ਹੀ ਨੂੰ ਇਸ ਬਾਰੇ ਜਾਣਕਾਰੀ ਦੇਣੀ ਚਾਹੀਦੀ ਹੈ।: [203, 716, 400, 750]
article-1-body: ਕੈਬਨਿਟ ਮੰਤਰੀ ਦੀ ਟੀ.ਈ. ਦੀ ਧਆਖਕਾਰੀ ਮੰਡਲ ਸੁਪਿਰਵ ਵੱਲ ਦੇ ਚੌੜਾ ਉੱਘਨਕਾਰ ਕਾਰਵਾਈਆਂ ਦੇ ਸਮੇਂ ਦੌਰਾਨ ਸਰਪੰਚ ਅਜੇ ਗਾਂਧੀ ਨੇ ਮਹਿਤਾ ਨਿਵਾਸੀਆਂ ਦੀ ਸਹੂਲਤ ਲਈ ਨਵਾਂ ਦਫਤਰ ਖੋਲ੍ਹਿਆ। ਇਸ ਮੌਕੇ ਵੱਡੀ ਗਿਣਤੀ ਵਿੱਚ ਇਲਾਕਾ ਨਿਵਾਸੀ ਹਾਜ਼ਰ ਸਨ। ਉਨ੍ਹਾਂ ਕਿਹਾ ਕਿ ਲੋਕਾਂ ਦੀਆਂ ਸਮੱਸਿਆਵਾਂ ਦਾ ਹੱਲ ਪਹਿਲ ਦੇ ਆਧਾਰ ਤੇ ਕੀਤਾ ਜਾਵੇਗਾ। ਸਰਪੰਚ ਨੇ ਕਿਹਾ ਕਿ ਪਿੰਡ ਦੇ ਵਿਕਾਸ ਲਈ ਹਰ ਸੰਭਵ ਯਤਨ ਕੀਤੇ ਜਾਣਗੇ ਅਤੇ ਕਿਸੇ ਵੀ ਵਿਅਕਤੀ ਨਾਲ ਕੋਈ ਵਿਤਕਰਾ ਨਹੀਂ ਹੋਣ ਦਿੱਤਾ ਜਾਵੇਗਾ। ਇਸ ਮੌਕੇ ਹਾਜ਼ਰ ਲੋਕਾਂ ਨੇ ਸਰਪੰਚ ਦਾ ਧੰਨਵਾਦ ਕੀਤਾ ਅਤੇ ਉਨ੍ਹਾਂ ਦੇ ਇਸ ਉਪਰਾਲੇ ਦੀ ਸ਼ਲਾਘਾ ਕੀਤੀ। ਉਨ੍ਹਾਂ ਕਿਹਾ ਕਿ ਇਹ ਦਫਤਰ ਹਰ ਰੋਜ਼ ਸਵੇਰੇ ਨੌ ਵਜੇ ਤੋਂ ਸ਼ਾਮ ਪੰਜ ਵਜੇ ਤੱਕ ਖੁੱਲ੍ਹਾ ਰਹੇਗਾ ਜਿੱਥੇ ਕੋਈ ਵੀ ਵਿਅਕਤੀ ਆਪਣੀ ਸਮੱਸਿਆ ਲੈ ਕੇ ਆ ਸਕਦਾ ਹੈ। ਇਸ ਮੌਕੇ ਇਲਾਕੇ ਦੇ ਪਤਵੰਤੇ ਸੱਜਣ, ਪੰਚਾਇਤ ਮੈਂਬਰ ਅਤੇ ਹੋਰ ਮੋਹਤਬਰ ਵਿਅਕਤੀ ਹਾਜ਼ਰ ਸਨ। ਸਰਪੰਚ ਨੇ ਦੱਸਿਆ ਕਿ ਆਉਣ ਵਾਲੇ ਦਿਨਾਂ ਵਿੱਚ ਪਿੰਡ ਵਿੱਚ ਹੋਰ ਵੀ ਕਈ ਵਿਕਾਸ ਕਾਰਜ ਸ਼ੁਰੂ ਕੀਤੇ ਜਾਣਗੇ ਜਿਨ੍ਹਾਂ ਵਿੱਚ ਗਲੀਆਂ ਨਾਲੀਆਂ ਦੀ ਮੁਰੰਮਤ, ਪੀਣ ਵਾਲੇ ਪਾਣੀ ਦਾ ਪ੍ਰਬੰਧ ਅਤੇ ਸਟਰੀਟ ਲਾਈਟਾਂ ਦੀ ਸਹੂਲਤ ਸ਼ਾਮਲ ਹੈ। ਉਨ੍ਹਾਂ ਨੇ ਸਮੂਹ ਪਿੰਡ ਵਾਸੀਆਂ ਨੂੰ ਅਪੀਲ ਕੀਤੀ ਕਿ ਉਹ ਇਸ ਕੰਮ ਵਿੱਚ ਸਹਿਯੋਗ ਦੇਣ ਤਾਂ ਜੋ ਪਿੰਡ ਦੀ ਨੁਹਾਰ ਬਦਲੀ ਜਾ ਸਕੇ ਅਤੇ ਹਰ ਵਰਗ ਨੂੰ ਇਸ ਦਾ ਲਾਭ ਮਿਲ ਸਕੇ।: [11, 94, 195, 214]
article-9-headline: ਸਲਾਨਾ ਛਿੰਝ ਮੇਲਾ ਪੁਰਬੀਨ ਕੁਹਾਲੀ ਨੇ ਜਿੱਤਿਆ: [1030, 307, 1200, 319]
article-10: [203, 363, 604, 634]
article-5-caption: ਚਮਕੌਰ ਸਾਹਿਬ ਵਿਖੇ ਜੋੜ ਮੇਲੇ ਦੀ ਸਮਾਪਤੀ ਮੌਕੇ ਨਗਰ ਕੀਰਤਨ ਸਜਾਉਂਦੇ ਹੋਏ ਪੰਜ ਪਿਆਰੇ ਅਤੇ ਸੰਗਤਾਂ।: [300, 262, 506, 270]
article-7-body: ਕਾਹਨੂੰਵਾਨ, 2 ਅਕਤੂਬਰ (ਜਗਤਾਰ ਸਿੰਘ ਸੋਹੀ) - ਪੰਜਾਬ ਦੇ ਆ ਰਹੇ 2027 ਦੇ ਵਿਧਾਨ ਸਭਾ ਚੋਣਾਂ ਵਿੱਚ ਸ਼੍ਰੋਮਣੀ ਅਕਾਲੀ ਦਲ ਦੀ ਸਰਕਾਰ ਬਣਨ ਤੇ ਲੋਕਾਂ ਨੂੰ ਪਹਿਲਾਂ ਨਾਲੋਂ ਵੱਧ ਸਹੂਲਤਾਂ ਦਿੱਤੀਆਂ ਜਾਣਗੀਆਂ। ਇਹ ਵਿਚਾਰ ਪਾਰਟੀ ਦੇ ਸੀਨੀਅਰ ਆਗੂ ਧਰਮਜੀਤ ਸਿੰਘ ਨੇ ਇੱਕ ਇਕੱਠ ਨੂੰ ਸੰਬੋਧਨ ਕਰਦਿਆਂ ਪ੍ਰਗਟ ਕੀਤੇ। ਉਨ੍ਹਾਂ ਕਿਹਾ ਕਿ ਮੌਜੂਦਾ ਸਰਕਾਰ ਹਰ ਮੋਰਚੇ ਤੇ ਫੇਲ੍ਹ ਸਾਬਤ ਹੋਈ ਹੈ ਅਤੇ ਲੋਕ ਹੁਣ ਤੰਗ ਆ ਚੁੱਕੇ ਹਨ। ਉਨ੍ਹਾਂ ਕਿਹਾ ਕਿ ਅਕਾਲੀ ਦਲ ਨੇ ਹਮੇਸ਼ਾ ਪੰਜਾਬ ਦੇ ਵਿਕਾਸ ਲਈ ਕੰਮ ਕੀਤਾ ਹੈ ਅਤੇ ਅੱਗੇ ਵੀ ਕਰਦਾ ਰਹੇਗਾ। ਇਸ ਮੌਕੇ ਵੱਡੀ ਗਿਣਤੀ ਵਿੱਚ ਵਰਕਰ ਅਤੇ ਇਲਾਕਾ ਨਿਵਾਸੀ ਹਾਜ਼ਰ ਸਨ ਜਿਨ੍ਹਾਂ ਨੇ ਪਾਰਟੀ ਵਿੱਚ ਸ਼ਾਮਲ ਹੋਣ ਦਾ ਐਲਾਨ ਕੀਤਾ। ਆਗੂਆਂ ਨੇ ਨਵੇਂ ਸ਼ਾਮਲ ਹੋਏ ਵਰਕਰਾਂ ਨੂੰ ਸਿਰੋਪਾਓ ਦੇ ਕੇ ਸਨਮਾਨਿਤ ਕੀਤਾ ਅਤੇ ਭਰੋਸਾ ਦਿੱਤਾ ਕਿ ਪਾਰਟੀ ਵਿੱਚ ਉਨ੍ਹਾਂ ਨੂੰ ਪੂਰਾ ਮਾਣ ਸਤਿਕਾਰ ਦਿੱਤਾ ਜਾਵੇਗਾ।: [1016, 208, 1213, 285]
article-4-headline: ਇਸਤਰੀ ਸਤਿਸੰਗ ਸਭਾ ਗੁਰਦੁਆਰਾ ਗੁਰੂ ਹਰਿਗੋਬਿੰਦ ਸਾਹਿਬ ਮੁਕੱਲਾ ਕੋਟ ਵੱਲੋਂ ਗੁਰੂ ਹਰਿਗੋਬਿੰਦ ਸਾਹਿਬ ਦਾ ਪ੍ਰਕਾਸ਼ ਪੁਰਬ ਮਨਾਇਆ: [20, 787, 187, 846]
article-8-subhead: ਦਸ਼ਕਾ ਵਿਆਪਕ ਰੂਪ ਵਿੱਚ ਸ਼ਹਿਰ ਅਤੇ ਗੁਰਦੁਆਰਾ ਸਾਹਿਬ ਵਿੱਚ ਨਗਰ ਕੀਰਤਨ ਸਜਾਏ ਗਏ: [611, 382, 812, 406]
article-8-body-2: ਧਰਮਕੋਟ 03 ਅਕਤੂਬਰ- ਸਥਾਨਕ ਸ਼ਹਿਰ ਵਿੱਚ ਦੁਸਹਿਰੇ ਦਾ ਤਿਉਹਾਰ ਬੜੀ ਧੂਮ ਧਾਮ ਨਾਲ ਮਨਾਇਆ ਗਿਆ। ਰਾਵਣ, ਮੇਘਨਾਦ ਅਤੇ ਕੁੰਭਕਰਨ ਦੇ ਪੁਤਲੇ ਫੂਕੇ ਗਏ ਜਿਨ੍ਹਾਂ ਨੂੰ ਵੇਖਣ ਲਈ ਹਜ਼ਾਰਾਂ ਦੀ ਗਿਣਤੀ ਵਿੱਚ ਲੋਕ ਪਹੁੰਚੇ। ਇਸ ਤੋਂ ਪਹਿਲਾਂ ਸ਼ਹਿਰ ਵਿੱਚ ਸ਼ੋਭਾ ਯਾਤਰਾ ਕੱਢੀ ਗਈ ਜਿਸ ਵਿੱਚ ਸ੍ਰੀ ਰਾਮ, ਲਕਸ਼ਮਣ ਅਤੇ ਹਨੂੰਮਾਨ ਦੀਆਂ ਝਾਕੀਆਂ ਸ਼ਾਮਲ ਸਨ। ਪ੍ਰਬੰਧਕ ਕਮੇਟੀ ਨੇ ਦੱਸਿਆ ਕਿ ਇਸ ਵਾਰ ਪੁਤਲਿਆਂ ਦੀ ਉਚਾਈ ਪਿਛਲੇ ਸਾਲ ਨਾਲੋਂ ਵੱਧ ਰੱਖੀ ਗਈ ਸੀ। ਆਤਿਸ਼ਬਾਜ਼ੀ ਦਾ ਵੀ ਵਿਸ਼ੇਸ਼ ਪ੍ਰਬੰਧ ਕੀਤਾ ਗਿਆ ਸੀ। ਪੁਲਿਸ ਪ੍ਰਸ਼ਾਸਨ ਵੱਲੋਂ ਸੁਰੱਖਿਆ ਦੇ ਸਖਤ ਪ੍ਰਬੰਧ ਕੀਤੇ ਗਏ ਸਨ ਅਤੇ ਪੂਰੇ ਸ਼ਹਿਰ ਵਿੱਚ ਟ੍ਰੈਫਿਕ ਦਾ ਰੂਟ ਬਦਲਿਆ ਗਿਆ ਸੀ। ਸਮਾਗਮ ਵਿੱਚ ਸ਼ਹਿਰ ਦੀਆਂ ਪਤਵੰਤੀਆਂ ਸ਼ਖਸੀਅਤਾਂ ਨੇ ਸ਼ਿਰਕਤ ਕੀਤੀ ਅਤੇ ਸਭ ਨੂੰ ਦੁਸਹਿਰੇ ਦੀਆਂ ਵਧਾਈਆਂ ਦਿੱਤੀਆਂ। ਉਨ੍ਹਾਂ ਕਿਹਾ ਕਿ ਇਹ ਤਿਉਹਾਰ ਬੁਰਾਈ ਉੱਤੇ ਚੰਗਿਆਈ ਦੀ ਜਿੱਤ ਦਾ ਪ੍ਰਤੀਕ ਹੈ।: [819, 307, 1009, 393]
article-11-body: ਬਰਸੀ ਸਮਾਗਮ ਦੌਰਾਨ ਸੰਗਤਾਂ ਨੇ ਵੱਡੀ ਗਿਣਤੀ ਵਿੱਚ ਹਾਜ਼ਰੀ ਭਰੀ ਅਤੇ ਗੁਰਬਾਣੀ ਦਾ ਰਸ ਮਾਣਿਆ। ਇਸ ਮੌਕੇ ਰਾਗੀ ਜਥਿਆਂ ਅਤੇ ਢਾਡੀ ਵਾਰਾਂ ਗਾਇਨ ਕਰਨ ਵਾਲਿਆਂ ਨੇ ਸੰਗਤਾਂ ਨੂੰ ਨਿਹਾਲ ਕੀਤਾ। ਲੰਗਰ ਅਤੁੱਟ ਵਰਤਿਆ।: [819, 681, 1213, 698]
masthead-left: [16, 11, 236, 43]
color-bar-right: [1454, 2398, 1501, 2408]
article-15-body: ਸਤੰਬਰ 02 ਅਕਤੂਬਰ (ਸਟਾਫ ਰਿਪੋਰਟਰ)- ਸ਼੍ਰੋਮਣੀ ਅਕਾਲੀ ਦਲ ਬਾਦਲ ਵੱਲੋਂ ਹੜ੍ਹ ਪੀੜਤਾਂ ਦੀ ਮਦਦ ਲਗਾਤਾਰ ਜਾਰੀ ਹੈ। ਪਾਰਟੀ ਦੇ ਸੀਨੀਅਰ ਆਗੂ ਗੁਰਮੇਲ ਸਿੰਘ ਸਿੱਧੂ ਨੇ ਦੱਸਿਆ ਕਿ ਪਾਰਟੀ ਵਰਕਰ ਪਿੰਡ ਪਿੰਡ ਜਾ ਕੇ ਲੋੜਵੰਦ ਪਰਿਵਾਰਾਂ ਨੂੰ ਰਾਸ਼ਨ, ਕੱਪੜੇ ਅਤੇ ਦਵਾਈਆਂ ਵੰਡ ਰਹੇ ਹਨ। ਉਨ੍ਹਾਂ ਕਿਹਾ ਕਿ ਜਦੋਂ ਤੱਕ ਹਾਲਾਤ ਆਮ ਵਰਗੇ ਨਹੀਂ ਹੋ ਜਾਂਦੇ ਉਦੋਂ ਤੱਕ ਇਹ ਸੇਵਾ ਜਾਰੀ ਰਹੇਗੀ। ਉਨ੍ਹਾਂ ਸਰਕਾਰ ਤੋਂ ਮੰਗ ਕੀਤੀ ਕਿ ਹੜ੍ਹ ਪੀੜਤਾਂ ਨੂੰ ਤੁਰੰਤ ਮੁਆਵਜ਼ਾ ਦਿੱਤਾ ਜਾਵੇ ਅਤੇ ਖਰਾਬ ਹੋਈਆਂ ਫਸਲਾਂ ਦੀ ਗਿਰਦਾਵਰੀ ਕਰਵਾਈ ਜਾਵੇ। ਇਸ ਮੌਕੇ ਪਾਰਟੀ ਦੇ ਹੋਰ ਆਗੂ ਵੀ ਹਾਜ਼ਰ ਸਨ।: [1012, 955, 1213, 1006]
article-12-photo-wrap: [408, 716, 605, 896]
article-6: [611, 92, 812, 344]
masthead: [11, 6, 1501, 52]
article-8-side: [819, 58, 1009, 287]
article-12-col1: [203, 716, 400, 896]
logo-part-one: ਹੱਕ ਸੱਚ: [1281, 10, 1358, 43]
right-second-row: [819, 307, 1213, 498]
article-9-photo: [1016, 323, 1213, 418]
article-13-headline: ਬਸਪਾ ਵੱਲੋਂ ਸਾਹਿਬ ਕਾਂਸ਼ੀ ਰਾਮ ਦੇ ਪ੍ਰੀਨਿਰਵਾਨ ਦਿਵਸ ਦੇ ਸੰਬੰਧ 'ਚ ਮੀਟਿੰਗ ਕੀਤੀ- ਰੁਕਮਾ: [828, 719, 1205, 734]
